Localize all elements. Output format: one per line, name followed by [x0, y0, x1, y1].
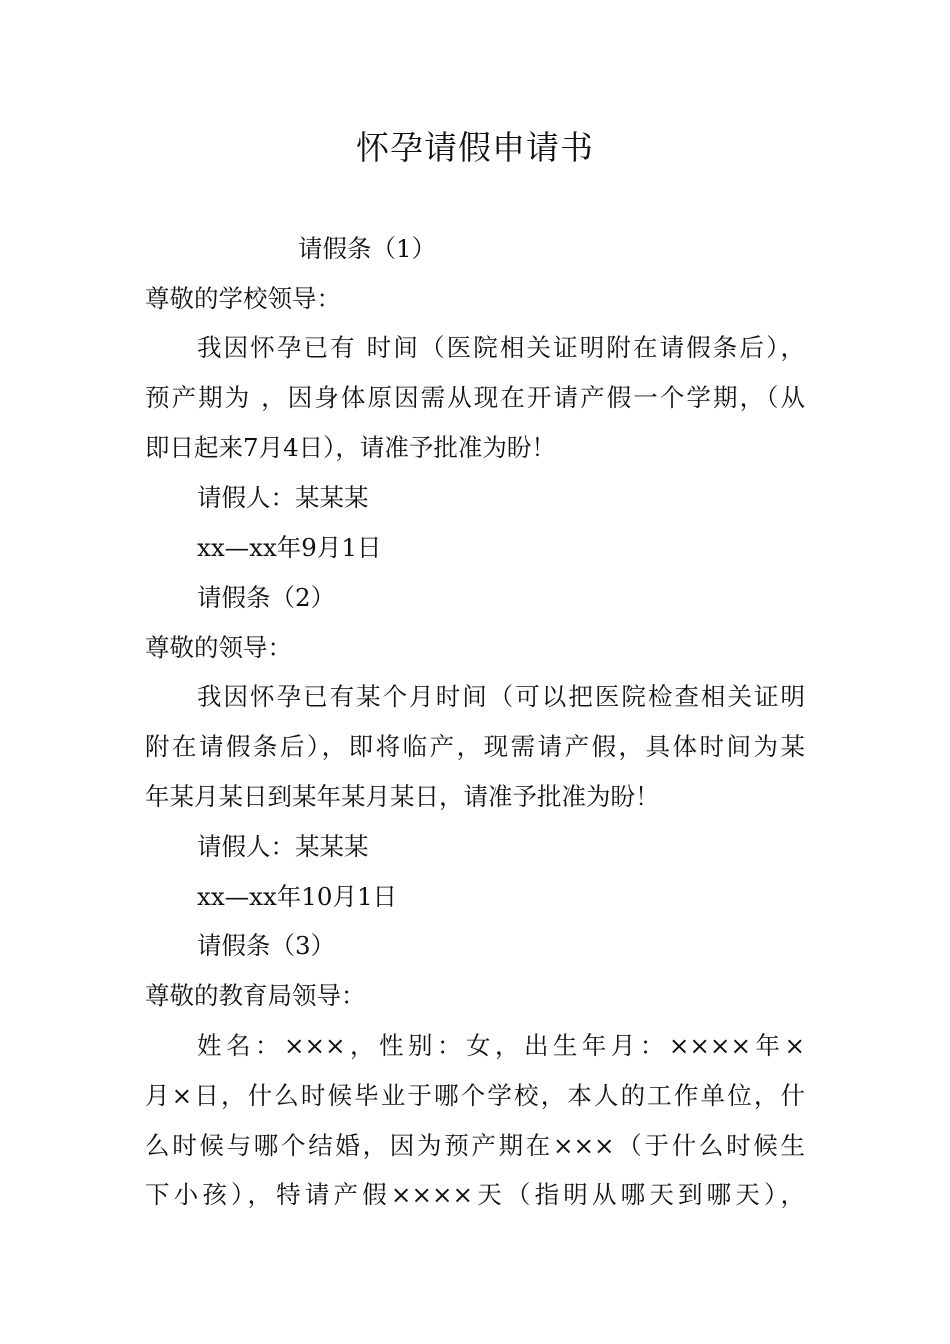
body-line: 姓名：×××，性别：女，出生年月：××××年×	[197, 1031, 805, 1060]
body-line: 月×日，什么时候毕业于哪个学校，本人的工作单位，什	[145, 1081, 805, 1110]
signature-line-1: 请假人：某某某	[197, 483, 369, 512]
section-heading-1: 请假条（1）	[298, 234, 437, 263]
page-title: 怀孕请假申请书	[356, 128, 594, 167]
section-heading-3: 请假条（3）	[197, 931, 336, 960]
date-line-1: xx—xx年9月1日	[197, 533, 382, 562]
salutation-2: 尊敬的领导：	[145, 633, 292, 662]
body-line: 下小孩），特请产假××××天（指明从哪天到哪天），	[145, 1180, 805, 1209]
salutation-3: 尊敬的教育局领导：	[145, 981, 366, 1010]
body-line: 即日起来7月4日），请准予批准为盼！	[145, 433, 556, 462]
body-line: 年某月某日到某年某月某日，请准予批准为盼！	[145, 782, 660, 811]
body-line: 预产期为 ，因身体原因需从现在开请产假一个学期，（从	[145, 383, 805, 412]
date-line-2: xx—xx年10月1日	[197, 882, 398, 911]
section-heading-2: 请假条（2）	[197, 583, 336, 612]
body-line: 么时候与哪个结婚，因为预产期在×××（于什么时候生	[145, 1131, 805, 1160]
body-line: 附在请假条后），即将临产，现需请产假，具体时间为某	[145, 732, 805, 761]
body-line: 我因怀孕已有某个月时间（可以把医院检查相关证明	[197, 682, 805, 711]
salutation-1: 尊敬的学校领导：	[145, 284, 341, 313]
signature-line-2: 请假人：某某某	[197, 832, 369, 861]
body-line: 我因怀孕已有 时间（医院相关证明附在请假条后），	[197, 333, 805, 362]
